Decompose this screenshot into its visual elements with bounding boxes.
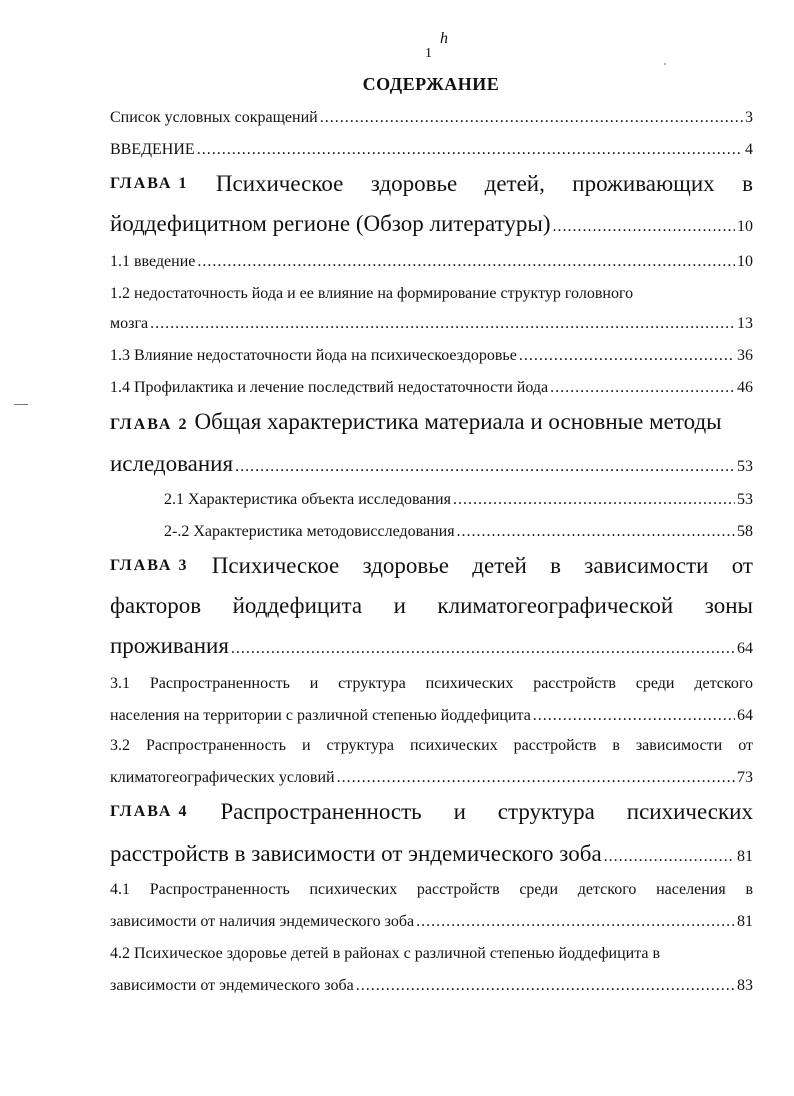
toc-entry-abbreviations xyxy=(110,108,753,128)
word: 3.2 xyxy=(110,737,130,754)
word: климатогеографической xyxy=(437,593,674,618)
toc-entry-text: йоддефицитном регионе (Обзор литературы) xyxy=(110,211,551,236)
toc-section-1-3 xyxy=(110,346,753,366)
word: расстройств xyxy=(416,881,500,898)
toc-chapter-3-line2 xyxy=(110,592,753,620)
toc-section-2-1 xyxy=(164,490,753,510)
toc-entry-text: проживания xyxy=(110,633,229,658)
word: от xyxy=(731,553,753,578)
word: зависимости xyxy=(635,737,723,754)
dot-leader xyxy=(231,635,735,663)
word: зоны xyxy=(704,593,753,618)
toc-section-4-1-line1 xyxy=(110,880,753,900)
toc-section-3-1-line2 xyxy=(110,706,753,726)
toc-entry-text: 1.4 Профилактика и лечение последствий недостаточности йода xyxy=(110,379,549,396)
word: психических xyxy=(626,799,753,824)
chapter-label: ГЛАВА 2 xyxy=(110,416,189,433)
toc-page-number: 46 xyxy=(737,379,753,396)
dot-leader xyxy=(457,522,735,542)
word: психических xyxy=(409,737,498,754)
toc-page-number: 64 xyxy=(737,640,753,657)
toc-entry-text: Список условных сокращений xyxy=(110,109,318,126)
toc-entry-text: ВВЕДЕНИЕ xyxy=(110,141,195,158)
word: и xyxy=(309,675,319,692)
document-title: СОДЕРЖАНИЕ xyxy=(362,74,500,94)
toc-entry-text: иследования xyxy=(110,451,234,476)
chapter-label: ГЛАВА 3 xyxy=(110,557,189,574)
toc-chapter-4-line1 xyxy=(110,798,753,826)
toc-entry-text: Общая характеристика материала и основные методы xyxy=(194,409,722,434)
word: 3.1 xyxy=(110,675,130,692)
toc-chapter-3-line1 xyxy=(110,552,753,580)
word: и xyxy=(453,799,466,824)
toc-page-number: 10 xyxy=(737,218,753,235)
word: среди xyxy=(635,675,675,692)
toc-page-number: 53 xyxy=(737,458,753,475)
toc-section-1-4 xyxy=(110,378,753,398)
toc-page-number: 64 xyxy=(737,707,753,724)
word: в xyxy=(742,171,753,196)
toc-entry-text: 2.1 Характеристика объекта исследования xyxy=(164,491,451,508)
toc-chapter-2-line2 xyxy=(110,450,753,481)
toc-entry-text: 4.2 Психическое здоровье детей в районах с различной степенью йоддефицита в xyxy=(110,945,661,962)
word: Психическое xyxy=(211,553,340,578)
page-number: 1 xyxy=(425,46,432,61)
word: детского xyxy=(694,675,753,692)
word: Распространенность xyxy=(149,881,290,898)
word: структура xyxy=(326,737,394,754)
word: детей xyxy=(472,553,527,578)
toc-page-number: 81 xyxy=(737,848,753,865)
toc-entry-text: 1.1 введение xyxy=(110,253,196,270)
toc-section-4-2-line2 xyxy=(110,976,753,996)
word: структура xyxy=(338,675,406,692)
toc-entry-introduction xyxy=(110,140,753,160)
toc-page-number: 73 xyxy=(737,769,753,786)
toc-page-number: 83 xyxy=(737,977,753,994)
toc-section-3-1-line1 xyxy=(110,674,753,694)
toc-chapter-1-line1 xyxy=(110,170,753,198)
toc-page-number: 10 xyxy=(737,253,753,270)
toc-page-number: 36 xyxy=(737,347,753,364)
toc-page-number: 58 xyxy=(737,523,753,540)
word: зависимости xyxy=(584,553,709,578)
toc-entry-text: зависимости от наличия эндемического зоба xyxy=(110,913,415,930)
word: в xyxy=(550,553,561,578)
dot-leader xyxy=(533,706,735,726)
toc-section-1-1 xyxy=(110,252,753,272)
toc-entry-text: мозга xyxy=(110,315,149,332)
dot-leader xyxy=(235,453,735,481)
word: психических xyxy=(425,675,514,692)
toc-entry-text: климатогеографических условий xyxy=(110,769,335,786)
word: проживающих xyxy=(572,171,715,196)
word: психических xyxy=(309,881,398,898)
toc-section-2-2 xyxy=(164,522,753,542)
dot-leader xyxy=(553,213,735,241)
word: Распространенность xyxy=(220,799,422,824)
toc-section-3-2-line2 xyxy=(110,768,753,788)
dot-leader xyxy=(356,976,735,996)
chapter-label: ГЛАВА 4 xyxy=(110,803,189,820)
word: 4.1 xyxy=(110,881,130,898)
word: и xyxy=(301,737,311,754)
toc-section-1-2-line1 xyxy=(110,284,753,304)
toc-page-number: 3 xyxy=(745,109,753,126)
dot-leader xyxy=(453,490,735,510)
word: детей, xyxy=(484,171,545,196)
toc-page-number: 4 xyxy=(745,141,753,158)
dot-leader xyxy=(604,843,735,871)
word: в xyxy=(612,737,620,754)
toc-section-3-2-line1 xyxy=(110,736,753,756)
dot-leader xyxy=(416,912,735,932)
dot-leader xyxy=(337,768,735,788)
toc-chapter-1-line2 xyxy=(110,210,753,241)
word: в xyxy=(745,881,753,898)
dot-leader xyxy=(150,314,735,334)
toc-entry-text: населения на территории с различной степенью йоддефицита xyxy=(110,707,531,724)
toc-section-4-1-line2 xyxy=(110,912,753,932)
toc-chapter-4-line2 xyxy=(110,840,753,871)
toc-page-number: 81 xyxy=(737,913,753,930)
toc-section-1-2-line2 xyxy=(110,314,753,334)
toc-page-number: 13 xyxy=(737,315,753,332)
word: Психическое xyxy=(215,171,344,196)
word: Распространенность xyxy=(145,737,286,754)
word: и xyxy=(393,593,406,618)
word: расстройств xyxy=(513,737,597,754)
word: здоровье xyxy=(370,171,458,196)
word: структура xyxy=(497,799,595,824)
word: от xyxy=(738,737,753,754)
word: детского xyxy=(577,881,637,898)
word: Распространенность xyxy=(149,675,290,692)
word: населения xyxy=(656,881,726,898)
word: йоддефицита xyxy=(232,593,363,618)
toc-section-4-2-line1 xyxy=(110,944,753,964)
dot-leader xyxy=(197,252,735,272)
word: расстройств xyxy=(533,675,616,692)
dot-leader xyxy=(197,140,743,160)
chapter-label: ГЛАВА 1 xyxy=(110,175,189,192)
word: среди xyxy=(519,881,559,898)
dot-leader xyxy=(519,346,735,366)
toc-entry-text: зависимости от эндемического зоба xyxy=(110,977,354,994)
dot-leader xyxy=(320,108,743,128)
toc-entry-text: расстройств в зависимости от эндемического зоба xyxy=(110,841,602,866)
word: здоровье xyxy=(362,553,449,578)
dot-leader xyxy=(550,378,735,398)
toc-chapter-3-line3 xyxy=(110,632,753,663)
toc-chapter-2-line1 xyxy=(110,408,753,439)
toc-entry-text: 2-.2 Характеристика методовисследования xyxy=(164,523,455,540)
word: факторов xyxy=(110,593,202,618)
toc-entry-text: 1.3 Влияние недостаточности йода на психическоездоровье xyxy=(110,347,517,364)
toc-entry-text: 1.2 недостаточность йода и ее влияние на формирование структур головного xyxy=(110,285,634,302)
handwritten-mark: h xyxy=(440,30,448,47)
toc-page-number: 53 xyxy=(737,491,753,508)
